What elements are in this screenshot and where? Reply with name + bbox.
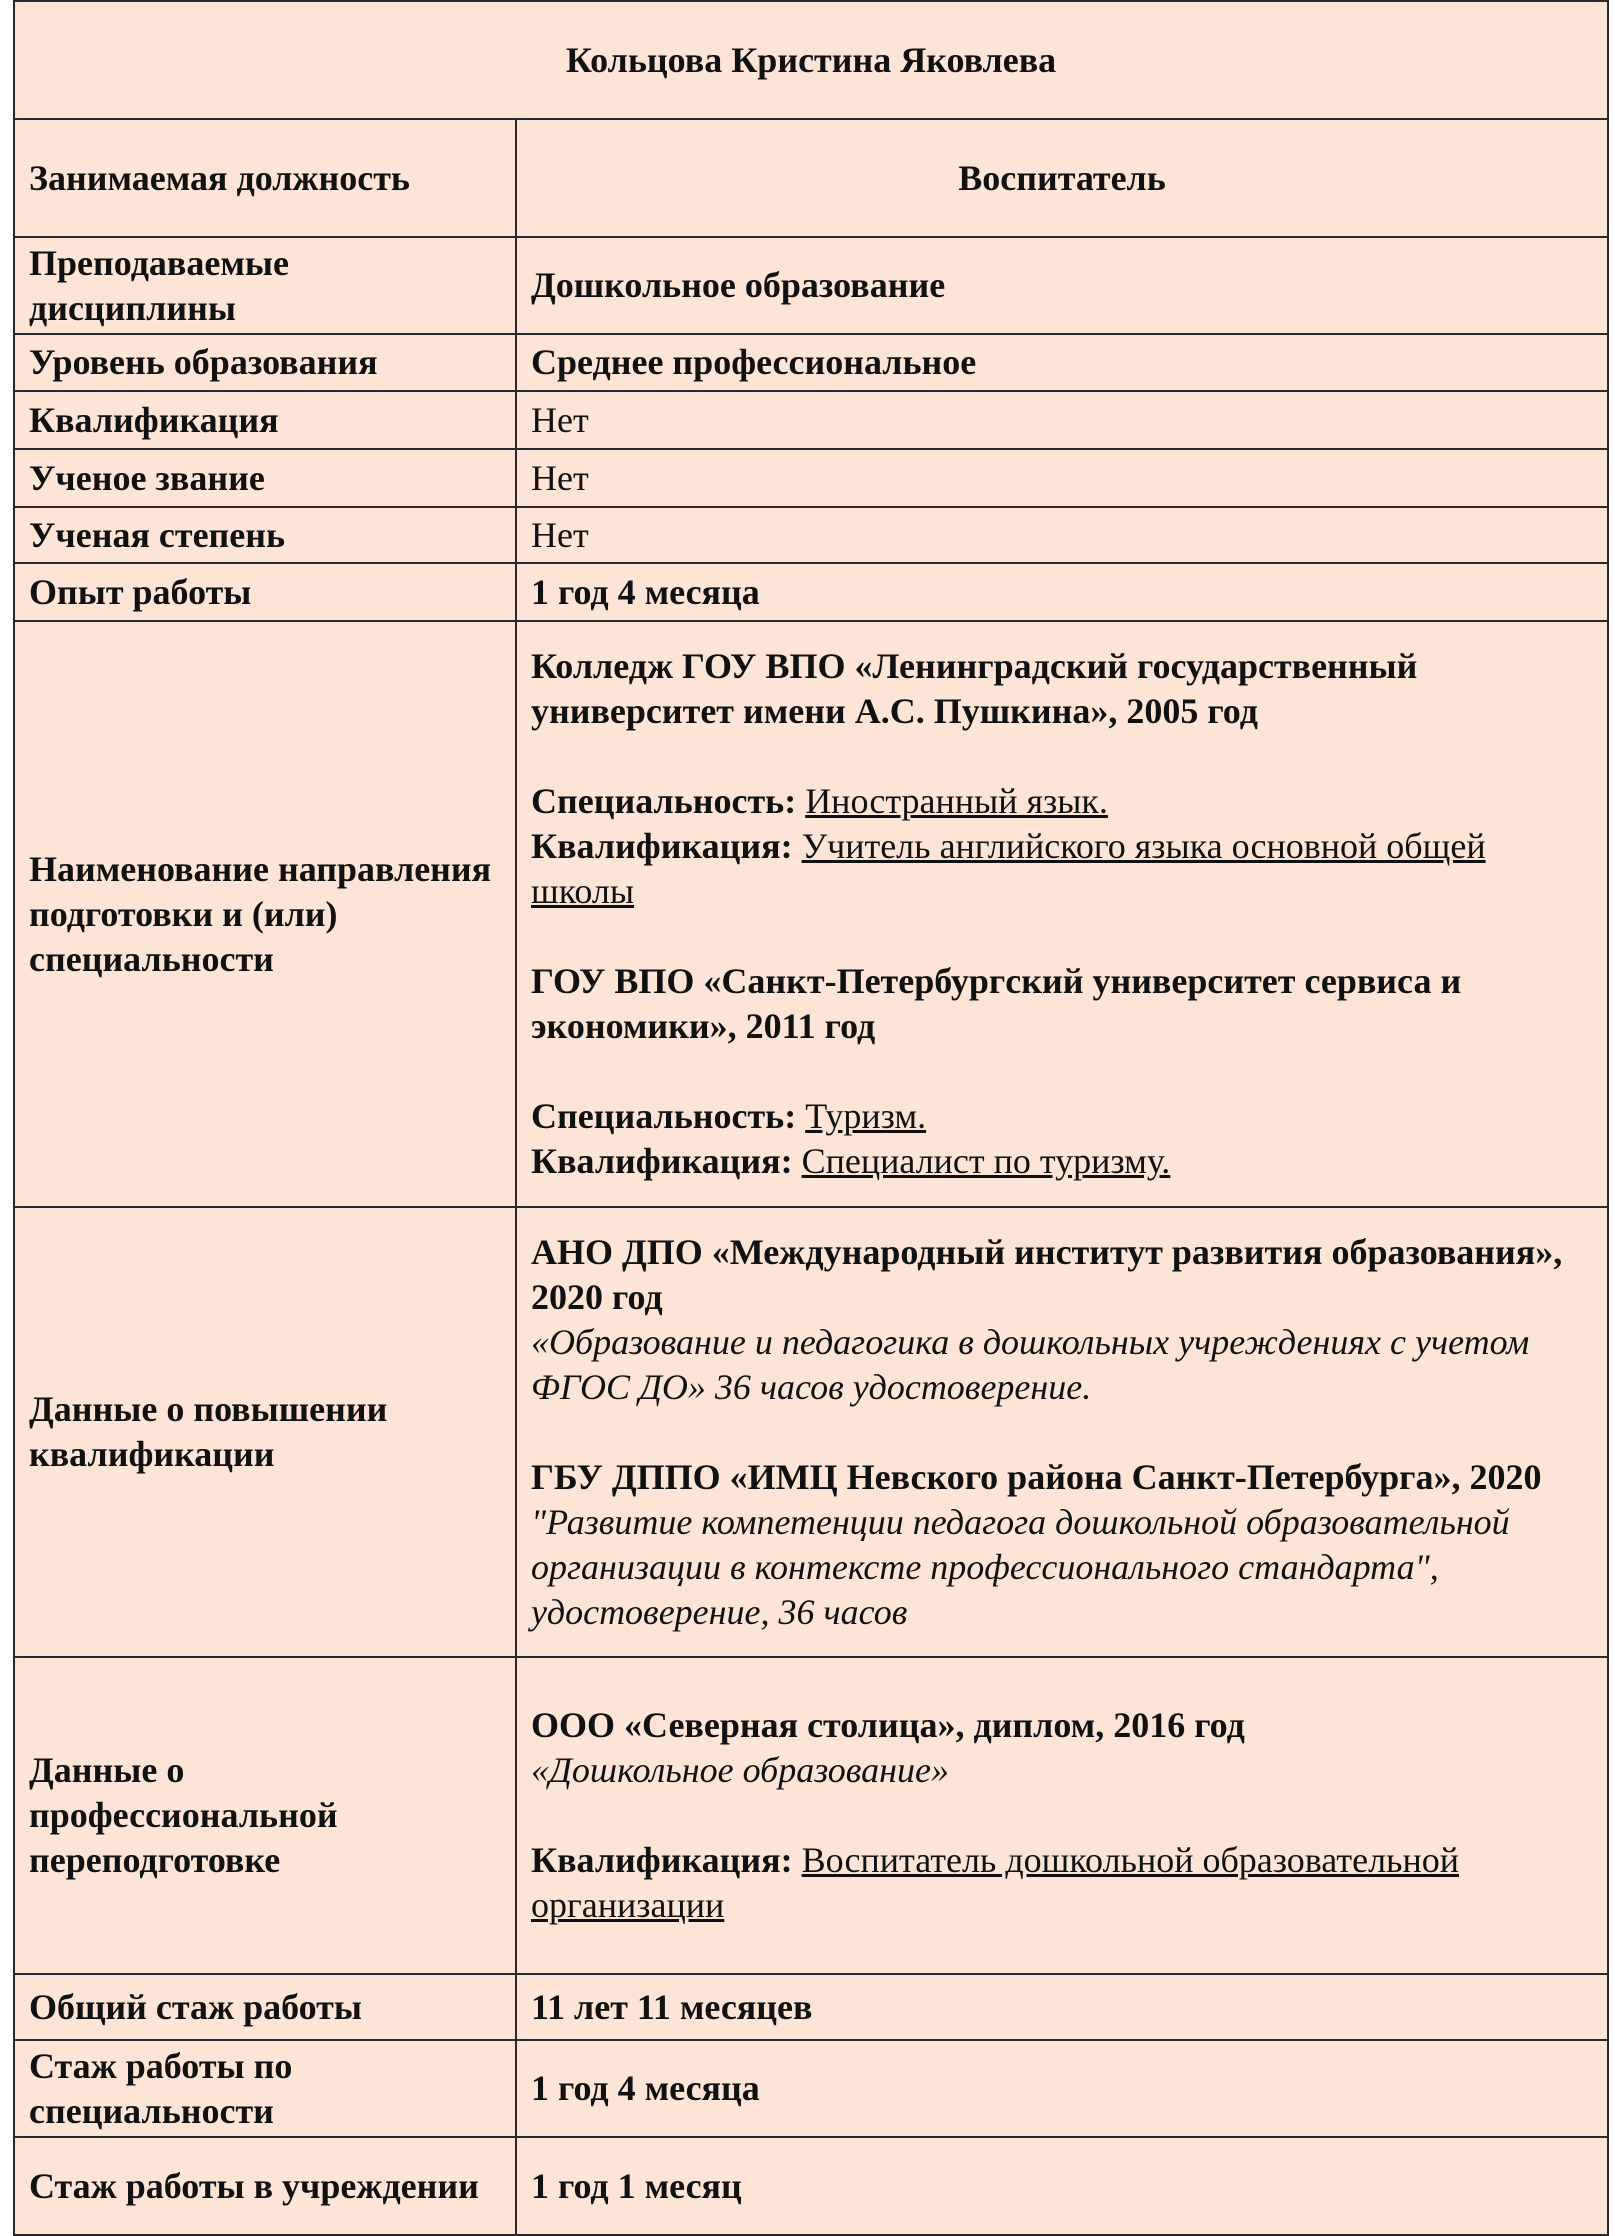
specialty-row [14,621,1608,1207]
retraining-label: Данные о профессиональной переподготовке [14,1657,516,1974]
position-value: Воспитатель [516,119,1608,237]
retraining-qualification: Квалификация: Воспитатель дошкольной образовательной организации [531,1840,1459,1925]
training-details [516,1207,1608,1657]
experience-value: 1 год 4 месяца [516,563,1608,621]
position-row [14,119,1608,237]
qualification-value: Нет [516,391,1608,449]
total-tenure-label: Общий стаж работы [14,1974,516,2040]
specialty-entry-2-specialty: Специальность: Туризм. [531,1096,927,1136]
academic-title-label: Ученое звание [14,449,516,507]
education-level-label: Уровень образования [14,334,516,391]
training-entry-1-course: «Образование и педагогика в дошкольных учреждениях с учетом ФГОС ДО» 36 часов удостоверение. [531,1321,1530,1407]
academic-degree-value: Нет [516,507,1608,563]
training-entry-2-course: "Развитие компетенции педагога дошкольной образовательной организации в контексте профессионального стандарта", удостоверение, 36 часов [531,1501,1510,1632]
specialty-entry-1-qualification: Квалификация: Учитель английского языка основной общей школы [531,826,1486,911]
specialty-details [516,621,1608,1207]
specialty-entry-1-specialty: Специальность: Иностранный язык. [531,781,1108,821]
position-label: Занимаемая должность [14,119,516,237]
training-row [14,1207,1608,1657]
experience-label: Опыт работы [14,563,516,621]
specialty-entry-1-org: Колледж ГОУ ВПО «Ленинградский государственный университет имени А.С. Пушкина», 2005 год [531,646,1418,731]
training-entry-2-org: ГБУ ДППО «ИМЦ Невского района Санкт-Петербурга», 2020 [531,1456,1542,1497]
institution-tenure-label: Стаж работы в учреждении [14,2137,516,2235]
retraining-program: «Дошкольное образование» [531,1750,949,1790]
specialty-tenure-value: 1 год 4 месяца [516,2040,1608,2137]
profile-table [13,0,1609,2236]
institution-tenure-value: 1 год 1 месяц [516,2137,1608,2235]
academic-title-value: Нет [516,449,1608,507]
total-tenure-row [14,1974,1608,2040]
academic-degree-row [14,507,1608,563]
academic-degree-label: Ученая степень [14,507,516,563]
experience-row [14,563,1608,621]
institution-tenure-row [14,2137,1608,2235]
qualification-label: Квалификация [14,391,516,449]
training-entry-1-org: АНО ДПО «Международный институт развития образования», 2020 год [531,1231,1563,1317]
retraining-row [14,1657,1608,1974]
disciplines-value: Дошкольное образование [516,237,1608,334]
academic-title-row [14,449,1608,507]
specialty-tenure-label: Стаж работы по специальности [14,2040,516,2137]
total-tenure-value: 11 лет 11 месяцев [516,1974,1608,2040]
disciplines-row [14,237,1608,334]
training-label: Данные о повышении квалификации [14,1207,516,1657]
person-name: Кольцова Кристина Яковлева [14,1,1608,119]
title-row [14,1,1608,119]
disciplines-label: Преподаваемые дисциплины [14,237,516,334]
retraining-org: ООО «Северная столица», диплом, 2016 год [531,1705,1245,1745]
specialty-entry-2-org: ГОУ ВПО «Санкт-Петербургский университет сервиса и экономики», 2011 год [531,961,1462,1046]
qualification-row [14,391,1608,449]
education-level-row [14,334,1608,391]
specialty-tenure-row [14,2040,1608,2137]
retraining-details [516,1657,1608,1974]
education-level-value: Среднее профессиональное [516,334,1608,391]
specialty-label: Наименование направления подготовки и (или) специальности [14,621,516,1207]
specialty-entry-2-qualification: Квалификация: Специалист по туризму. [531,1141,1171,1181]
